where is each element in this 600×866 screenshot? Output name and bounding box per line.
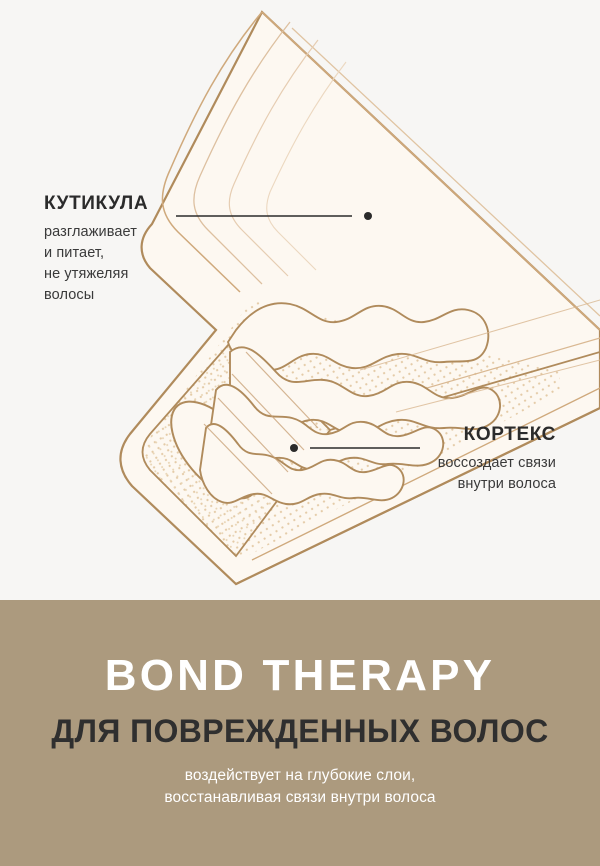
callout-cuticle-desc-line: разглаживает — [44, 223, 137, 240]
band-note-line: восстанавливая связи внутри волоса — [164, 789, 436, 807]
callout-cortex — [336, 425, 556, 495]
callout-cortex-desc-line: внутри волоса — [457, 475, 556, 492]
bottom-band — [0, 600, 600, 866]
callout-cortex-desc-line: воссоздает связи — [437, 454, 556, 471]
callout-cuticle-desc-line: волосы — [44, 286, 95, 303]
band-subtitle: ДЛЯ ПОВРЕЖДЕННЫХ ВОЛОС — [51, 713, 549, 749]
callout-cortex-desc — [336, 453, 556, 495]
band-note — [0, 765, 600, 810]
callout-cuticle-desc-line: и питает, — [44, 244, 105, 261]
band-note-line: воздействует на глубокие слои, — [184, 767, 416, 784]
callout-cortex-title: КОРТЕКС — [463, 424, 556, 445]
callout-cuticle — [44, 194, 244, 306]
brand-title: BOND THERAPY — [104, 651, 496, 700]
callout-cuticle-title: КУТИКУЛА — [44, 193, 149, 214]
callout-cuticle-desc-line: не утяжеляя — [44, 265, 129, 282]
callout-cuticle-desc — [44, 222, 244, 306]
